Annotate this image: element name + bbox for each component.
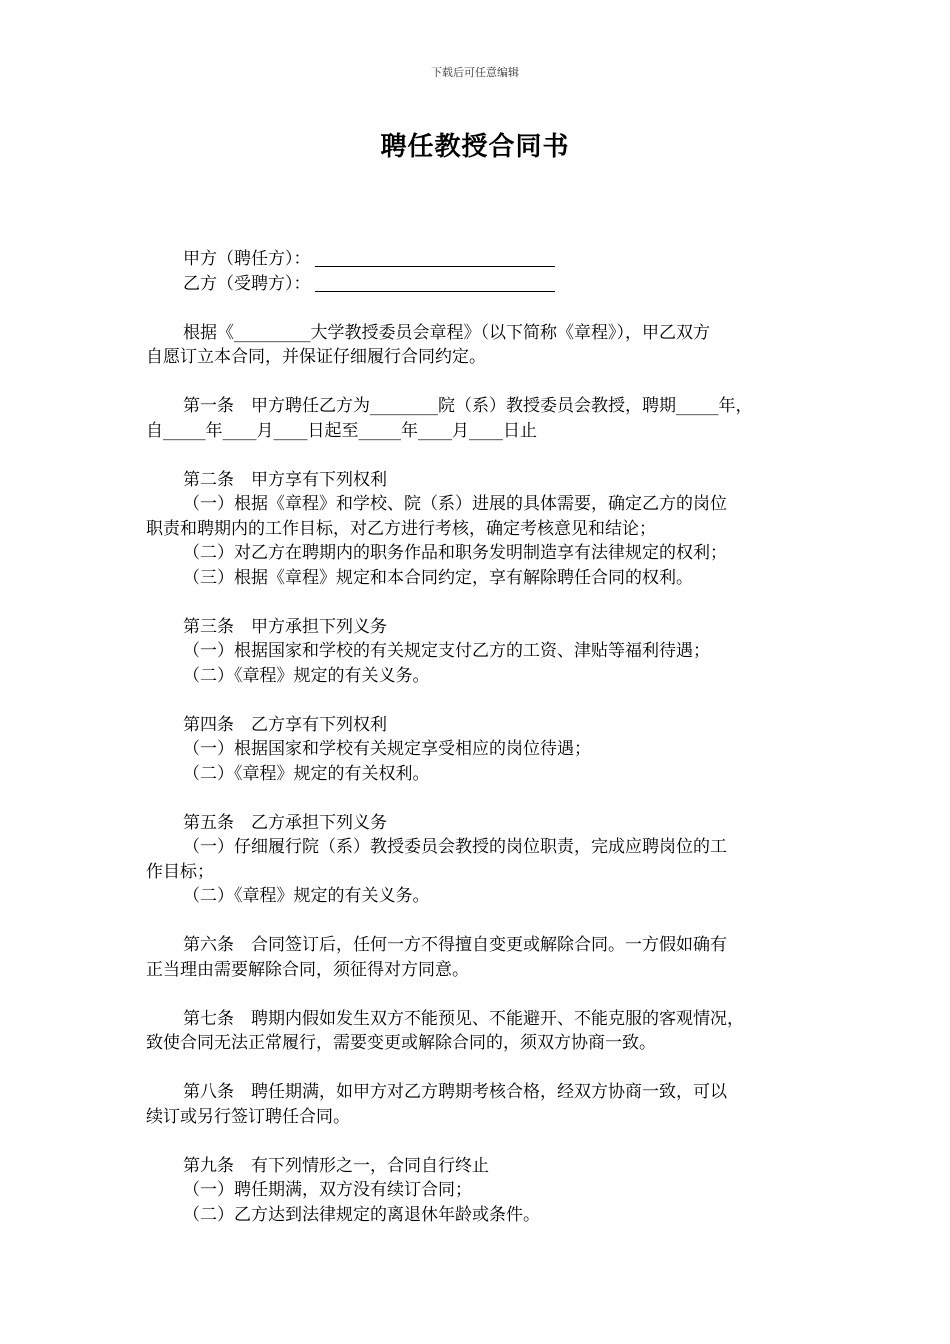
- intro-line-2: 自愿订立本合同，并保证仔细履行合同约定。: [146, 347, 486, 367]
- article-6-line-2: 正当理由需要解除合同，须征得对方同意。: [146, 959, 469, 980]
- article-2-heading: 第二条 甲方享有下列权利: [183, 469, 387, 490]
- document-title: 聘任教授合同书: [380, 132, 570, 162]
- article-8-line-2: 续订或另行签订聘任合同。: [146, 1106, 350, 1127]
- article-4-item-1: （一）根据国家和学校有关规定享受相应的岗位待遇；: [183, 739, 591, 759]
- party-a-blank: [315, 248, 555, 267]
- article-1-line-1: 第一条 甲方聘任乙方为________院（系）教授委员会教授，聘期_____年，: [183, 396, 753, 416]
- article-5-item-1-line-2: 作目标；: [146, 861, 214, 882]
- article-1-line-2: 自_____年____月____日起至_____年____月____日止: [146, 420, 537, 441]
- article-3-item-1: （一）根据国家和学校的有关规定支付乙方的工资、津贴等福利待遇；: [183, 641, 710, 661]
- article-3-heading: 第三条 甲方承担下列义务: [183, 616, 387, 637]
- article-2-item-3: （三）根据《章程》规定和本合同约定，享有解除聘任合同的权利。: [183, 567, 693, 588]
- article-9-item-1: （一）聘任期满，双方没有续订合同；: [183, 1180, 472, 1200]
- article-7-line-1: 第七条 聘期内假如发生双方不能预见、不能避开、不能克服的客观情况，: [183, 1008, 744, 1029]
- article-2-item-2: （二）对乙方在聘期内的职务作品和职务发明制造享有法律规定的权利；: [183, 543, 727, 563]
- article-6-line-1: 第六条 合同签订后，任何一方不得擅自变更或解除合同。一方假如确有: [183, 935, 727, 955]
- party-b-line: [146, 272, 811, 297]
- intro-line-1: 根据《_________大学教授委员会章程》（以下简称《章程》），甲乙双方: [183, 322, 710, 343]
- contract-body: [146, 247, 811, 1227]
- party-b-blank: [315, 273, 555, 292]
- article-2-item-1-line-2: 职责和聘期内的工作目标，对乙方进行考核，确定考核意见和结论；: [146, 518, 656, 539]
- header-note: 下载后可任意编辑: [431, 66, 519, 79]
- article-9-item-2: （二）乙方达到法律规定的离退休年龄或条件。: [183, 1204, 540, 1225]
- article-9-heading: 第九条 有下列情形之一，合同自行终止: [183, 1155, 489, 1176]
- article-7-line-2: 致使合同无法正常履行，需要变更或解除合同的，须双方协商一致。: [146, 1033, 656, 1053]
- party-a-line: [146, 247, 811, 272]
- party-b-label: 乙方（受聘方）：: [183, 273, 311, 294]
- article-2-item-1-line-1: （一）根据《章程》和学校、院（系）进展的具体需要，确定乙方的岗位: [183, 494, 727, 514]
- article-5-heading: 第五条 乙方承担下列义务: [183, 812, 387, 833]
- article-8-line-1: 第八条 聘任期满，如甲方对乙方聘期考核合格，经双方协商一致，可以: [183, 1082, 727, 1102]
- article-5-item-1-line-1: （一）仔细履行院（系）教授委员会教授的岗位职责，完成应聘岗位的工: [183, 837, 727, 857]
- article-4-heading: 第四条 乙方享有下列权利: [183, 714, 387, 735]
- party-a-label: 甲方（聘任方）：: [183, 249, 311, 269]
- article-5-item-2: （二）《章程》规定的有关义务。: [183, 886, 430, 906]
- article-4-item-2: （二）《章程》规定的有关权利。: [183, 763, 430, 784]
- article-3-item-2: （二）《章程》规定的有关义务。: [183, 665, 430, 686]
